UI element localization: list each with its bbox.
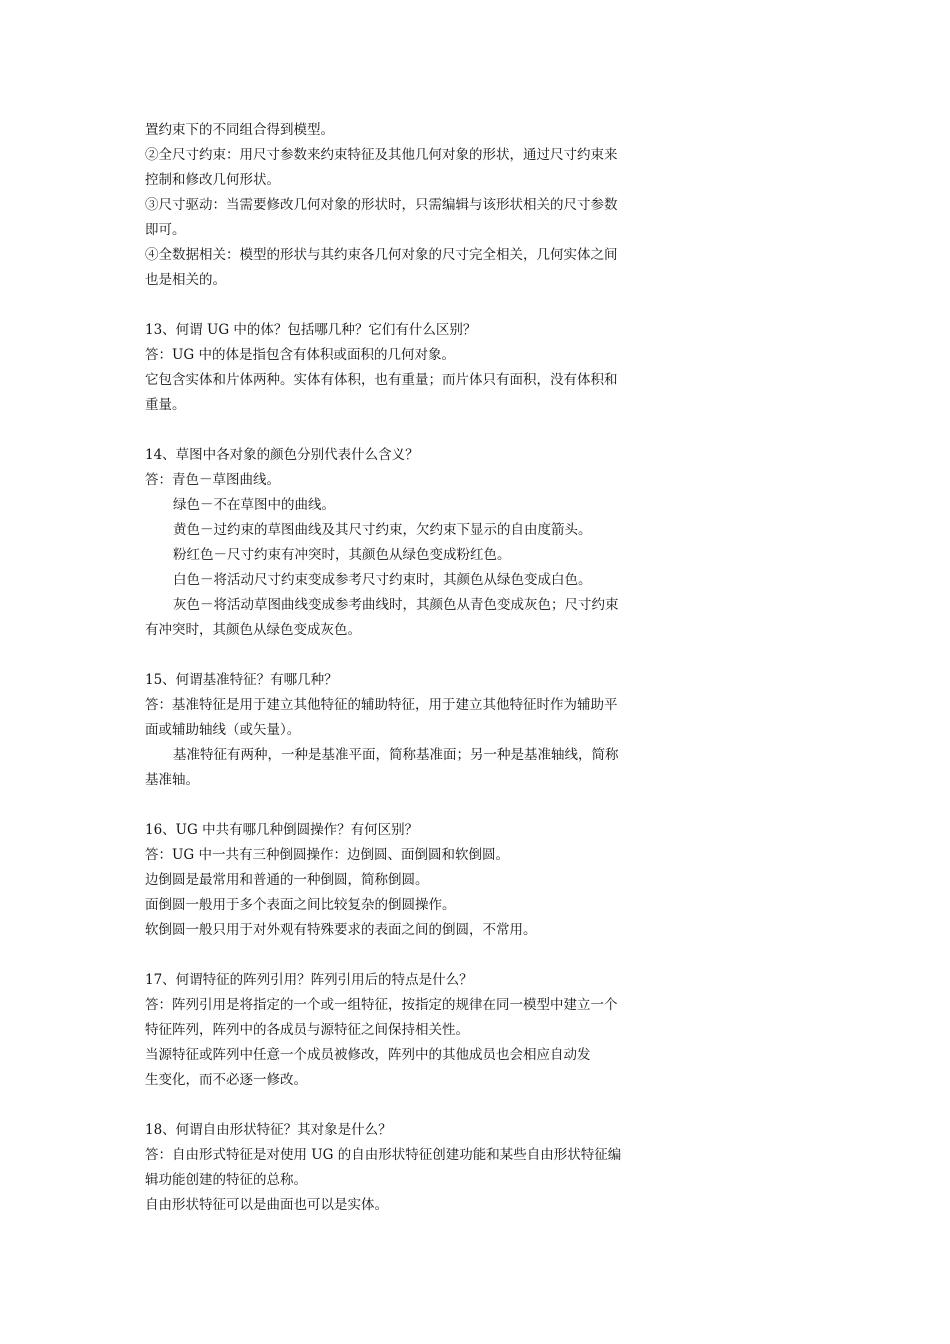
qa-section — [145, 668, 665, 793]
text-line: 有冲突时，其颜色从绿色变成灰色。 — [145, 622, 361, 638]
text-line: 辑功能创建的特征的总称。 — [145, 1172, 307, 1188]
text-line: 自由形状特征可以是曲面也可以是实体。 — [145, 1197, 388, 1213]
qa-section — [145, 118, 665, 293]
qa-section — [145, 318, 665, 418]
text-line: 灰色－将活动草图曲线变成参考曲线时，其颜色从青色变成灰色；尺寸约束 — [173, 597, 619, 613]
text-line: 重量。 — [145, 397, 186, 413]
text-line: 18、何谓自由形状特征？其对象是什么？ — [145, 1122, 392, 1138]
text-line: 当源特征或阵列中任意一个成员被修改，阵列中的其他成员也会相应自动发 — [145, 1047, 591, 1063]
paragraph-gap — [145, 1093, 665, 1118]
text-line: 基准轴。 — [145, 772, 199, 788]
text-line: 也是相关的。 — [145, 272, 226, 288]
text-line: 它包含实体和片体两种。实体有体积，也有重量；而片体只有面积，没有体积和 — [145, 372, 618, 388]
text-line: 答：自由形式特征是对使用 UG 的自由形状特征创建功能和某些自由形状特征编 — [145, 1147, 622, 1163]
text-line: 16、UG 中共有哪几种倒圆操作？有何区别？ — [145, 822, 419, 838]
text-line: 15、何谓基准特征？有哪几种？ — [145, 672, 338, 688]
text-line: 13、何谓 UG 中的体？包括哪几种？它们有什么区别？ — [145, 322, 477, 338]
text-line: ②全尺寸约束：用尺寸参数来约束特征及其他几何对象的形状，通过尺寸约束来 — [145, 147, 618, 163]
text-line: 白色－将活动尺寸约束变成参考尺寸约束时，其颜色从绿色变成白色。 — [173, 572, 592, 588]
text-line: 答：基准特征是用于建立其他特征的辅助特征，用于建立其他特征时作为辅助平 — [145, 697, 618, 713]
text-line: 答：UG 中的体是指包含有体积或面积的几何对象。 — [145, 347, 455, 363]
text-line: 置约束下的不同组合得到模型。 — [145, 122, 334, 138]
text-line: 14、草图中各对象的颜色分别代表什么含义？ — [145, 447, 419, 463]
paragraph-gap — [145, 418, 665, 443]
text-line: 黄色－过约束的草图曲线及其尺寸约束，欠约束下显示的自由度箭头。 — [173, 522, 592, 538]
text-line: 17、何谓特征的阵列引用？阵列引用后的特点是什么？ — [145, 972, 473, 988]
text-line: 答：阵列引用是将指定的一个或一组特征，按指定的规律在同一模型中建立一个 — [145, 997, 618, 1013]
qa-section — [145, 1118, 665, 1218]
paragraph-gap — [145, 943, 665, 968]
text-line: 面或辅助轴线（或矢量）。 — [145, 722, 301, 738]
text-line: 边倒圆是最常用和普通的一种倒圆，简称倒圆。 — [145, 872, 429, 888]
text-line: 即可。 — [145, 222, 186, 238]
qa-section — [145, 443, 665, 643]
text-line: 答：UG 中一共有三种倒圆操作：边倒圆、面倒圆和软倒圆。 — [145, 847, 509, 863]
text-line: 面倒圆一般用于多个表面之间比较复杂的倒圆操作。 — [145, 897, 456, 913]
text-line: 基准特征有两种，一种是基准平面，简称基准面；另一种是基准轴线，简称 — [173, 747, 619, 763]
text-line: ③尺寸驱动：当需要修改几何对象的形状时，只需编辑与该形状相关的尺寸参数 — [145, 197, 618, 213]
paragraph-gap — [145, 293, 665, 318]
text-line: 粉红色－尺寸约束有冲突时，其颜色从绿色变成粉红色。 — [173, 547, 511, 563]
text-line: 特征阵列，阵列中的各成员与源特征之间保持相关性。 — [145, 1022, 469, 1038]
text-line: 生变化，而不必逐一修改。 — [145, 1072, 307, 1088]
text-line: 控制和修改几何形状。 — [145, 172, 280, 188]
paragraph-gap — [145, 643, 665, 668]
text-line: 软倒圆一般只用于对外观有特殊要求的表面之间的倒圆，不常用。 — [145, 922, 537, 938]
text-line: 答：青色－草图曲线。 — [145, 472, 280, 488]
text-line: 绿色－不在草图中的曲线。 — [173, 497, 335, 513]
qa-section — [145, 968, 665, 1093]
qa-section — [145, 818, 665, 943]
text-line: ④全数据相关：模型的形状与其约束各几何对象的尺寸完全相关，几何实体之间 — [145, 247, 618, 263]
document-page — [145, 118, 665, 1218]
paragraph-gap — [145, 793, 665, 818]
